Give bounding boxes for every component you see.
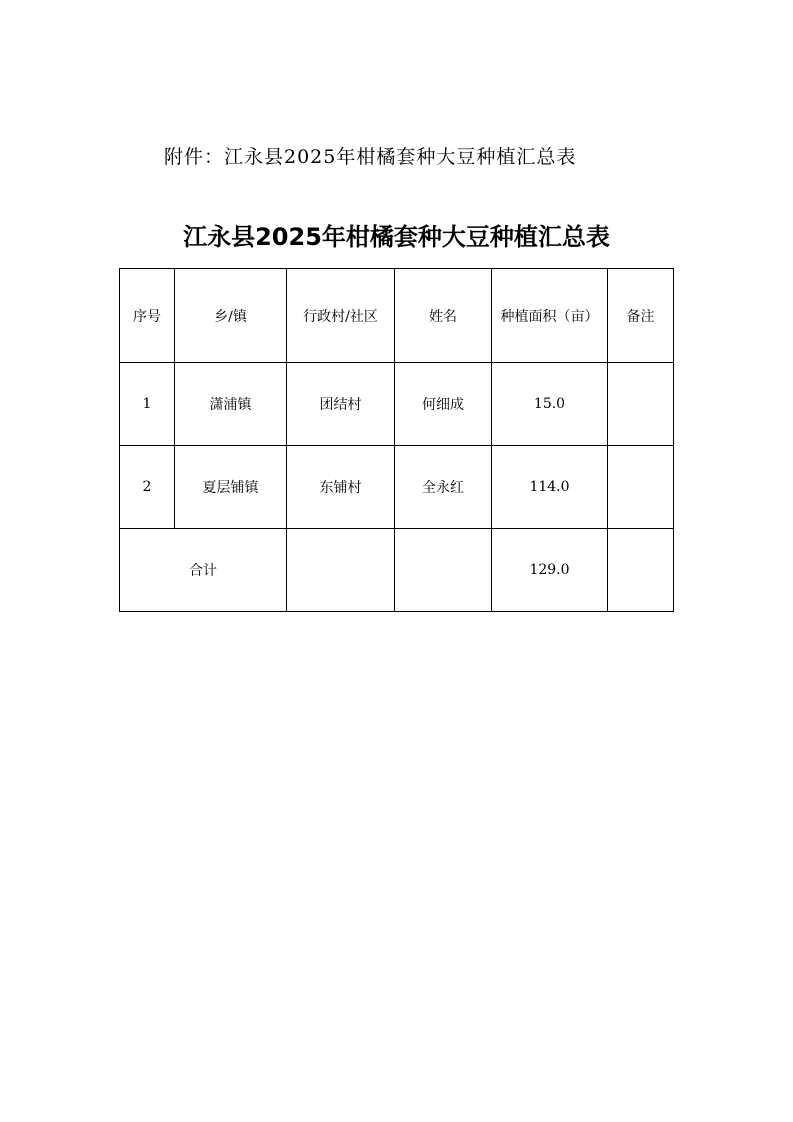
cell-village: 东铺村 [287,446,395,529]
cell-name: 何细成 [395,363,492,446]
header-cell-note: 备注 [608,269,674,363]
header-cell-village: 行政村/社区 [287,269,395,363]
summary-table [119,268,674,612]
cell-note [608,363,674,446]
table-header-row [120,269,674,363]
cell-township: 夏层铺镇 [175,446,287,529]
total-label: 合计 [120,529,287,612]
cell-area: 15.0 [492,363,608,446]
table-row [120,363,674,446]
document-title: 江永县2025年柑橘套种大豆种植汇总表 [183,223,610,251]
header-cell-area: 种植面积（亩） [492,269,608,363]
total-area: 129.0 [492,529,608,612]
cell-township: 潇浦镇 [175,363,287,446]
header-cell-index: 序号 [120,269,175,363]
attachment-line: 附件：江永县2025年柑橘套种大豆种植汇总表 [164,146,577,168]
total-name [395,529,492,612]
cell-index: 2 [120,446,175,529]
table-row [120,446,674,529]
cell-note [608,446,674,529]
cell-name: 全永红 [395,446,492,529]
cell-village: 团结村 [287,363,395,446]
header-cell-township: 乡/镇 [175,269,287,363]
total-note [608,529,674,612]
cell-area: 114.0 [492,446,608,529]
header-cell-name: 姓名 [395,269,492,363]
table-total-row [120,529,674,612]
cell-index: 1 [120,363,175,446]
total-village [287,529,395,612]
